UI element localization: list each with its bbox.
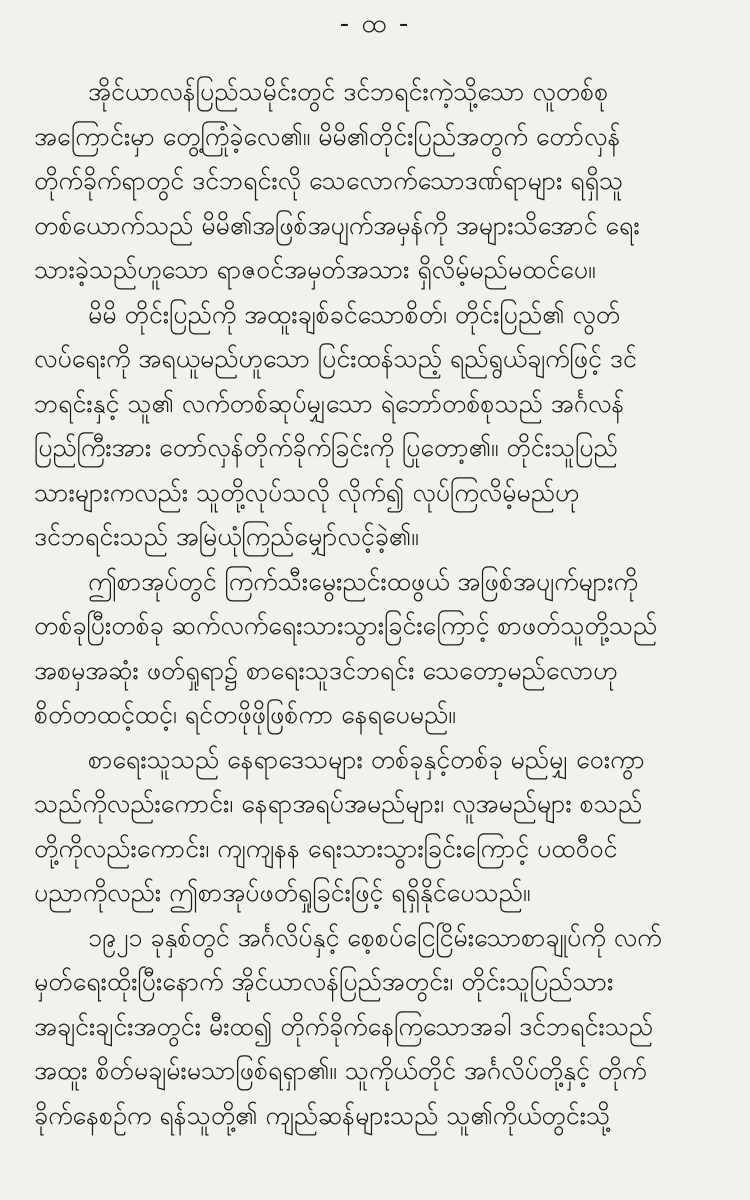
text-line: သည်ကိုလည်းကောင်း၊ နေရာအရပ်အမည်များ၊ လူအမည်များ စသည်	[34, 789, 643, 818]
paragraph	[34, 560, 724, 738]
text-line: သားခဲ့သည်ဟူသော ရာဇဝင်အမှတ်အသား ရှိလိမ့်မည်မထင်ပေ။	[34, 255, 596, 284]
text-line: အကြောင်းမှာ တွေ့ကြုံခဲ့လေ၏။ မိမိ၏တိုင်းပြည်အတွက် တော်လှန်	[34, 121, 621, 151]
text-line: ဘရင်းနှင့် သူ၏ လက်တစ်ဆုပ်မျှသော ရဲဘော်တစ်စုသည် အင်္ဂလန်	[34, 388, 625, 418]
text-line: ပညာကိုလည်း ဤစာအုပ်ဖတ်ရှုခြင်းဖြင့် ရရှိနိုင်ပေသည်။	[34, 878, 531, 907]
paragraph	[34, 738, 724, 916]
text-line: အိုင်ယာလန်ပြည်သမိုင်းတွင် ဒင်ဘရင်းကဲ့သို့သော လူတစ်စု	[88, 77, 609, 106]
text-line: အထူး စိတ်မချမ်းမသာဖြစ်ရရှာ၏။ သူကိုယ်တိုင် အင်္ဂလိပ်တို့နှင့် တိုက်	[34, 1056, 647, 1085]
text-line: ၁၉၂၁ ခုနှစ်တွင် အင်္ဂလိပ်နှင့် စေ့စပ်ငြေငြိမ်းသောစာချုပ်ကို လက်	[88, 922, 662, 952]
text-line: စာရေးသူသည် နေရာဒေသများ တစ်ခုနှင့်တစ်ခု မည်မျှ ဝေးကွာ	[88, 744, 645, 774]
text-line: တစ်ယောက်သည် မိမိ၏အဖြစ်အပျက်အမှန်ကို အများသိအောင် ရေး	[34, 210, 640, 240]
text-line: ခိုက်နေစဉ်က ရန်သူတို့၏ ကျည်ဆန်များသည် သူ၏ကိုယ်တွင်းသို့	[34, 1100, 611, 1130]
text-line: တိုက်ခိုက်ရာတွင် ဒင်ဘရင်းလို သေလောက်သောဒဏ်ရာများ ရရှိသူ	[34, 166, 624, 195]
text-line: အချင်းချင်းအတွင်း မီးထ၍ တိုက်ခိုက်နေကြသောအခါ ဒင်ဘရင်းသည်	[34, 1011, 654, 1041]
paragraph	[34, 916, 724, 1139]
text-line: တစ်ခုပြီးတစ်ခု ဆက်လက်ရေးသားသွားခြင်းကြောင့် စာဖတ်သူတို့သည်	[34, 611, 658, 640]
text-line: စိတ်တထင့်ထင့်၊ ရင်တဖိုဖိုဖြစ်ကာ နေရပေမည်။	[34, 700, 456, 729]
text-line: မှတ်ရေးထိုးပြီးနောက် အိုင်ယာလန်ပြည်အတွင်း၊ တိုင်းသူပြည်သား	[34, 967, 614, 996]
body-text	[34, 70, 724, 1138]
text-line: လပ်ရေးကို အရယူမည်ဟူသော ပြင်းထန်သည့် ရည်ရွယ်ချက်ဖြင့် ဒင်	[34, 344, 637, 373]
paragraph	[34, 70, 724, 293]
text-line: မိမိ တိုင်းပြည်ကို အထူးချစ်ခင်သောစိတ်၊ တိုင်းပြည်၏ လွတ်	[88, 299, 621, 329]
text-line: ဒင်ဘရင်းသည် အမြဲယုံကြည်မျှော်လင့်ခဲ့၏။	[34, 522, 419, 551]
text-line: တို့ကိုလည်းကောင်း၊ ကျကျနန ရေးသားသွားခြင်းကြောင့် ပထဝီဝင်	[34, 833, 618, 863]
text-line: ဤစာအုပ်တွင် ကြက်သီးမွေးညင်းထဖွယ် အဖြစ်အပျက်များကို	[88, 566, 638, 596]
text-line: သားများကလည်း သူတို့လုပ်သလို လိုက်၍ လုပ်ကြလိမ့်မည်ဟု	[34, 477, 580, 507]
page-number: - ထ -	[339, 9, 411, 39]
paragraph	[34, 293, 724, 560]
text-line: အစမှအဆုံး ဖတ်ရှုရာ၌ စာရေးသူဒင်ဘရင်း သေတော့မည်လောဟု	[34, 655, 618, 685]
text-line: ပြည်ကြီးအား တော်လှန်တိုက်ခိုက်ခြင်းကို ပြုတော့၏။ တိုင်းသူပြည်	[34, 433, 618, 462]
